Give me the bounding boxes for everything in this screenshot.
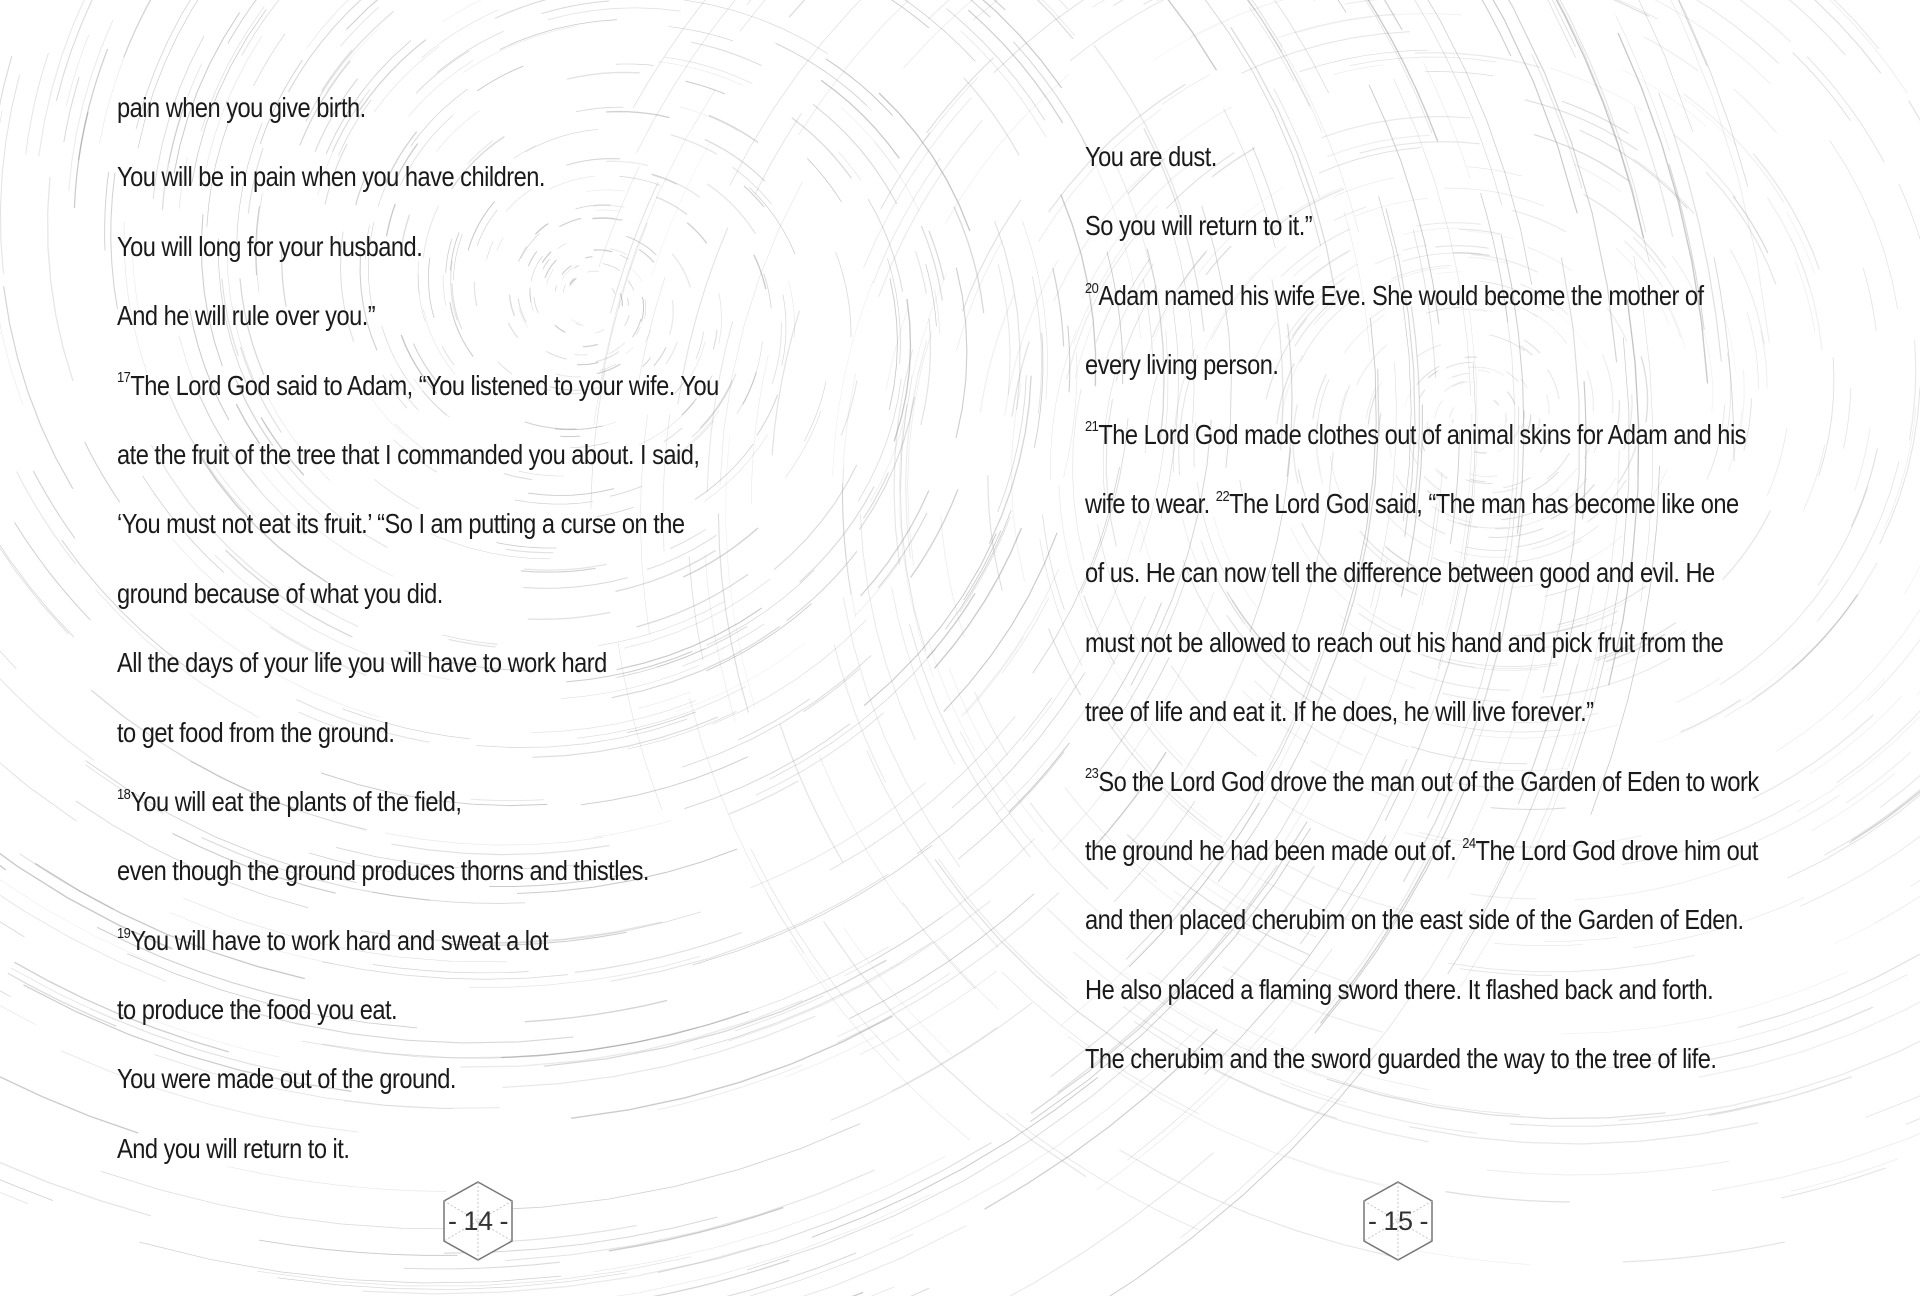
text-line: wife to wear. $^{22}$The Lord God said, “The man has become like one xyxy=(1085,487,1739,519)
page-number: - 14 - xyxy=(447,1206,509,1236)
text-line: He also placed a flaming sword there. It flashed back and forth. xyxy=(1085,973,1714,1005)
text-line: You were made out of the ground. xyxy=(117,1063,456,1095)
text-line: ate the fruit of the tree that I commanded you about. I said, xyxy=(117,438,700,470)
text-line: pain when you give birth. xyxy=(117,92,366,123)
right-page-text xyxy=(1085,139,1868,1110)
text-line: to get food from the ground. xyxy=(117,716,395,748)
text-line: the ground he had been made out of. $^{24}$The Lord God drove him out xyxy=(1085,834,1758,866)
text-line: and then placed cherubim on the east side of the Garden of Eden. xyxy=(1085,904,1744,936)
verse-number: 23 xyxy=(1085,765,1099,783)
text-line: $^{17}$The Lord God said to Adam, “You listened to your wife. You xyxy=(117,369,719,401)
left-page-text xyxy=(117,90,817,1200)
text-line: ground because of what you did. xyxy=(117,577,443,609)
verse-number: 21 xyxy=(1085,418,1099,436)
text-line: tree of life and eat it. If he does, he will live forever.” xyxy=(1085,696,1594,728)
text-line: must not be allowed to reach out his hand and pick fruit from the xyxy=(1085,626,1724,658)
text-line: The cherubim and the sword guarded the way to the tree of life. xyxy=(1085,1043,1717,1075)
verse-number: 24 xyxy=(1462,834,1476,852)
text-line: So you will return to it.” xyxy=(1085,210,1313,242)
text-line: of us. He can now tell the difference between good and evil. He xyxy=(1085,557,1715,589)
text-line: You are dust. xyxy=(1085,141,1217,172)
right-page xyxy=(960,0,1920,1296)
text-line: $^{18}$You will eat the plants of the field, xyxy=(117,785,462,817)
text-line: $^{21}$The Lord God made clothes out of animal skins for Adam and his xyxy=(1085,418,1746,450)
page-number-badge xyxy=(441,1180,515,1262)
text-line: All the days of your life you will have to work hard xyxy=(117,647,607,679)
text-line: And he will rule over you.” xyxy=(117,300,376,332)
verse-number: 17 xyxy=(117,369,131,387)
text-line: $^{19}$You will have to work hard and sweat a lot xyxy=(117,924,549,956)
verse-number: 22 xyxy=(1215,487,1230,505)
verse-number: 19 xyxy=(117,924,131,942)
page-number-badge xyxy=(1361,1180,1435,1262)
text-line: ‘You must not eat its fruit.’ “So I am putting a curse on the xyxy=(117,508,685,540)
text-line: You will be in pain when you have children. xyxy=(117,161,545,193)
verse-number: 18 xyxy=(117,785,131,803)
text-line: even though the ground produces thorns and thistles. xyxy=(117,855,649,887)
text-line: You will long for your husband. xyxy=(117,230,423,262)
text-line: every living person. xyxy=(1085,349,1279,381)
text-line: $^{20}$Adam named his wife Eve. She would become the mother of xyxy=(1085,279,1704,311)
text-line: $^{23}$So the Lord God drove the man out of the Garden of Eden to work xyxy=(1085,765,1759,797)
verse-number: 20 xyxy=(1085,279,1099,297)
text-line: to produce the food you eat. xyxy=(117,994,398,1026)
text-line: And you will return to it. xyxy=(117,1132,350,1164)
page-number: - 15 - xyxy=(1367,1206,1429,1236)
